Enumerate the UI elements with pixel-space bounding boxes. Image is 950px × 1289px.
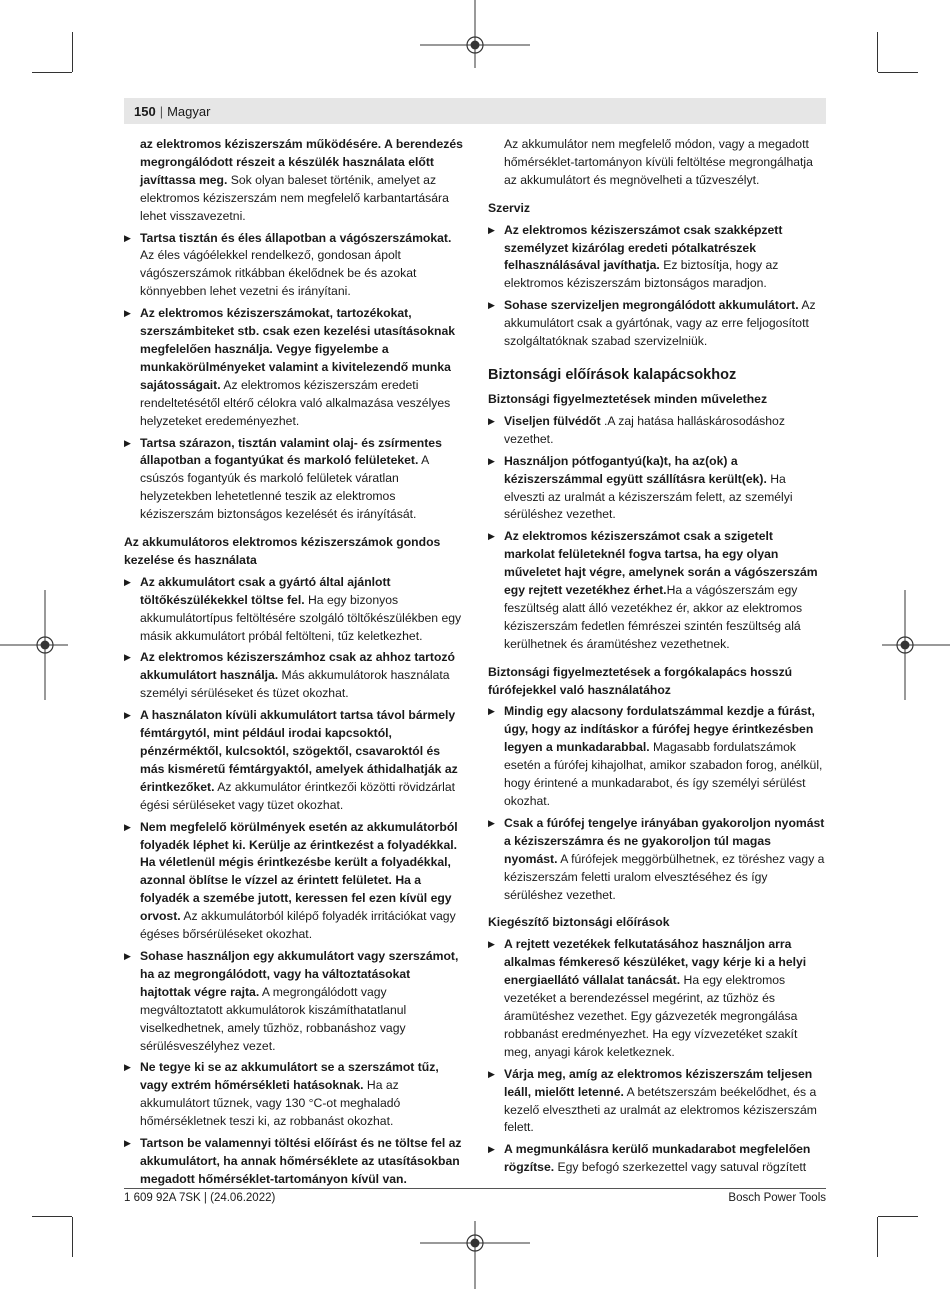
crop-mark xyxy=(32,72,72,73)
subheading-service: Szerviz xyxy=(488,200,531,215)
list-item: ▶ Az elektromos kéziszerszámhoz csak az ahhoz tartozó akkumulátort használja. Más akkumulátorok használata személyi sérüléseket és tüzet okozhat. xyxy=(124,649,464,703)
list-item: ▶ A rejtett vezetékek felkutatásához használjon arra alkalmas fémkereső készüléket, vagy kérje ki a helyi energiaellátó vállalat tanácsát. Ha egy elektromos vezetéket a berendezéssel megérint, az tűzhöz és áramütéshez vezethet. Egy gázvezeték megrongálása robbanást eredményezhet. Ha egy vízvezetéket szakít meg, anyagi károk keletkeznek. xyxy=(488,936,826,1061)
list-item: ▶ A megmunkálásra kerülő munkadarabot megfelelően rögzítse. Egy befogó szerkezettel vagy satuval rögzített xyxy=(488,1141,826,1177)
section-title: Biztonsági előírások kalapácsokhoz xyxy=(488,366,737,383)
list-item: ▶ Viseljen fülvédőt .A zaj hatása halláskárosodáshoz vezethet. xyxy=(488,413,826,449)
crop-mark xyxy=(32,1216,72,1217)
list-item: ▶ Az elektromos kéziszerszámot csak a szigetelt markolat felületeknél fogva tartsa, ha egy olyan műveletet hajt végre, amelynek során a vágószerszám egy rejtett vezetékhez érhet.Ha a vágószerszám egy feszültség alatt álló vezetékhez ér, akkor az elektromos kéziszerszám fedetlen fémrészei szintén feszültség alá kerülhetnek és áramütéshez vezethetnek. xyxy=(488,528,826,653)
subheading-battery: Az akkumulátoros elektromos kéziszerszámok gondos kezelése és használata xyxy=(124,535,441,567)
list-item: ▶ Sohase használjon egy akkumulátort vagy szerszámot, ha az megrongálódott, vagy ha változtatásokat hajtottak végre rajta. A megrongálódott vagy megváltoztatott akkumulátorok kiszámíthatatlanul viselkedhetnek, amely tűzhöz, robbanáshoz vagy sérülésveszélyhez vezet. xyxy=(124,948,464,1055)
left-column xyxy=(124,136,464,1189)
header-band xyxy=(124,98,826,124)
crop-mark xyxy=(878,1216,918,1217)
crop-mark xyxy=(877,32,878,72)
list-item: ▶ Nem megfelelő körülmények esetén az akkumulátorból folyadék léphet ki. Kerülje az érintkezést a folyadékkal. Ha véletlenül mégis érintkezésbe került a folyadékkal, azonnal öblítse le vízzel az érintett felületet. Ha a folyadék a szemébe jutott, keressen fel ezen kívül egy orvost. Az akkumulátorból kilépő folyadék irritációkat vagy égéses bőrsérüléseket okozhat. xyxy=(124,819,464,944)
page-header: 150 | Magyar xyxy=(134,104,211,119)
list-item: ▶ Várja meg, amíg az elektromos kéziszerszám teljesen leáll, mielőtt letenné. A betétszerszám beékelődhet, és a kezelő elvesztheti az uralmát az elektromos kéziszerszám felett. xyxy=(488,1066,826,1138)
list-item: ▶ Sohase szervizeljen megrongálódott akkumulátort. Az akkumulátort csak a gyártónak, vagy az erre feljogosított szolgáltatóknak szabad szervizelniük. xyxy=(488,297,826,351)
list-item: ▶ Az akkumulátort csak a gyártó által ajánlott töltőkészülékekkel töltse fel. Ha egy bizonyos akkumulátortípus feltöltésére szolgáló töltőkészülékben egy másik akkumulátort próbál feltölteni, tűz keletkezhet. xyxy=(124,574,464,646)
registration-mark-icon xyxy=(420,0,530,70)
crop-mark xyxy=(878,72,918,73)
list-item: ▶ Az elektromos kéziszerszámot csak szakképzett személyzet kizárólag eredeti pótalkatrészek felhasználásával javíthatja. Ez biztosítja, hogy az elektromos kéziszerszám biztonságos maradjon. xyxy=(488,222,826,294)
registration-mark-icon xyxy=(420,1219,530,1289)
intro-paragraph: az elektromos kéziszerszám működésére. A berendezés megrongálódott részeit a készülék használata előtt javíttassa meg. Sok olyan baleset történik, amelyet az elektromos kéziszerszám nem megfelelő karbantartására lehet visszavezetni. xyxy=(140,137,463,223)
list-item: ▶ Az elektromos kéziszerszámokat, tartozékokat, szerszámbiteket stb. csak ezen kezelési utasításoknak megfelelően használja. Vegye figyelembe a munkakörülményeket valamint a kivitelezendő munka sajátosságait. Az elektromos kéziszerszám eredeti rendeltetésétől eltérő célokra való alkalmazása veszélyes helyzeteket eredeményezhet. xyxy=(124,305,464,430)
list-item: ▶ Mindig egy alacsony fordulatszámmal kezdje a fúrást, úgy, hogy az indításkor a fúrófej hegye érintkezésben legyen a munkadarabbal. Magasabb fordulatszámok esetén a fúrófej kihajolhat, amikor szabadon forog, anélkül, hogy érintené a munkadarabot, és így személyi sérülést okozhat. xyxy=(488,703,826,810)
crop-mark xyxy=(72,32,73,72)
crop-mark xyxy=(877,1217,878,1257)
list-item: ▶ Ne tegye ki se az akkumulátort se a szerszámot tűz, vagy extrém hőmérsékleti hatásoknak. Ha az akkumulátort tűznek, vagy 130 °C-ot meghaladó hőmérsékletnek teszi ki, az robbanást okozhat. xyxy=(124,1059,464,1131)
list-item: ▶ A használaton kívüli akkumulátort tartsa távol bármely fémtárgytól, mint például irodai kapcsoktól, pénzérméktől, kulcsoktól, szögektől, csavaroktól és más kisméretű fémtárgyaktól, amelyek áthidalhatják az érintkezőket. Az akkumulátor érintkezői közötti rövidzárlat égési sérüléseket vagy tüzet okozhat. xyxy=(124,707,464,814)
subheading-all-operations: Biztonsági figyelmeztetések minden művelethez xyxy=(488,391,768,406)
list-item: ▶ Tartsa tisztán és éles állapotban a vágószerszámokat. Az éles vágóélekkel rendelkező, gondosan ápolt vágószerszámok ritkábban ékelődnek be és azokat könnyebben lehet vezetni és irányítani. xyxy=(124,230,464,302)
right-column xyxy=(488,136,826,1177)
footer-brand: Bosch Power Tools xyxy=(728,1192,826,1204)
page-number: 150 xyxy=(134,104,156,119)
subheading-long-bits: Biztonsági figyelmeztetések a forgókalapács hosszú fúrófejekkel való használatához xyxy=(488,664,793,697)
subheading-additional: Kiegészítő biztonsági előírások xyxy=(488,915,670,930)
registration-mark-icon xyxy=(880,590,950,700)
header-language: Magyar xyxy=(167,104,211,119)
list-item: ▶ Használjon pótfogantyú(ka)t, ha az(ok) a kéziszerszámmal együtt szállításra került(ek). Ha elveszti az uralmát a kéziszerszám felett, az személyi sérüléshez vezethet. xyxy=(488,453,826,525)
list-item: ▶ Csak a fúrófej tengelye irányában gyakoroljon nyomást a kéziszerszámra és ne gyakoroljon túl magas nyomást. A fúrófejek meggörbülhetnek, ez töréshez vagy a kéziszerszám feletti uralom elvesztéséhez és így sérüléshez vezethet. xyxy=(488,815,826,905)
list-item: ▶ Tartson be valamennyi töltési előírást és ne töltse fel az akkumulátort, ha annak hőmérséklete az utasításokban megadott hőmérséklet-tartományon kívül van. xyxy=(124,1135,464,1189)
continued-paragraph: Az akkumulátor nem megfelelő módon, vagy a megadott hőmérséklet-tartományon kívüli feltöltése megrongálhatja az akkumulátort és megnövelheti a tűzveszélyt. xyxy=(504,137,813,187)
crop-mark xyxy=(72,1217,73,1257)
footer-doc-id: 1 609 92A 7SK | (24.06.2022) xyxy=(124,1192,276,1204)
list-item: ▶ Tartsa szárazon, tisztán valamint olaj- és zsírmentes állapotban a fogantyúkat és markoló felületeket. A csúszós fogantyúk és markoló felületek váratlan helyzetekben lehetetlenné teszik az elektromos kéziszerszám biztonságos kezelését és irányítását. xyxy=(124,435,464,525)
registration-mark-icon xyxy=(0,590,70,700)
footer-divider xyxy=(124,1188,826,1189)
